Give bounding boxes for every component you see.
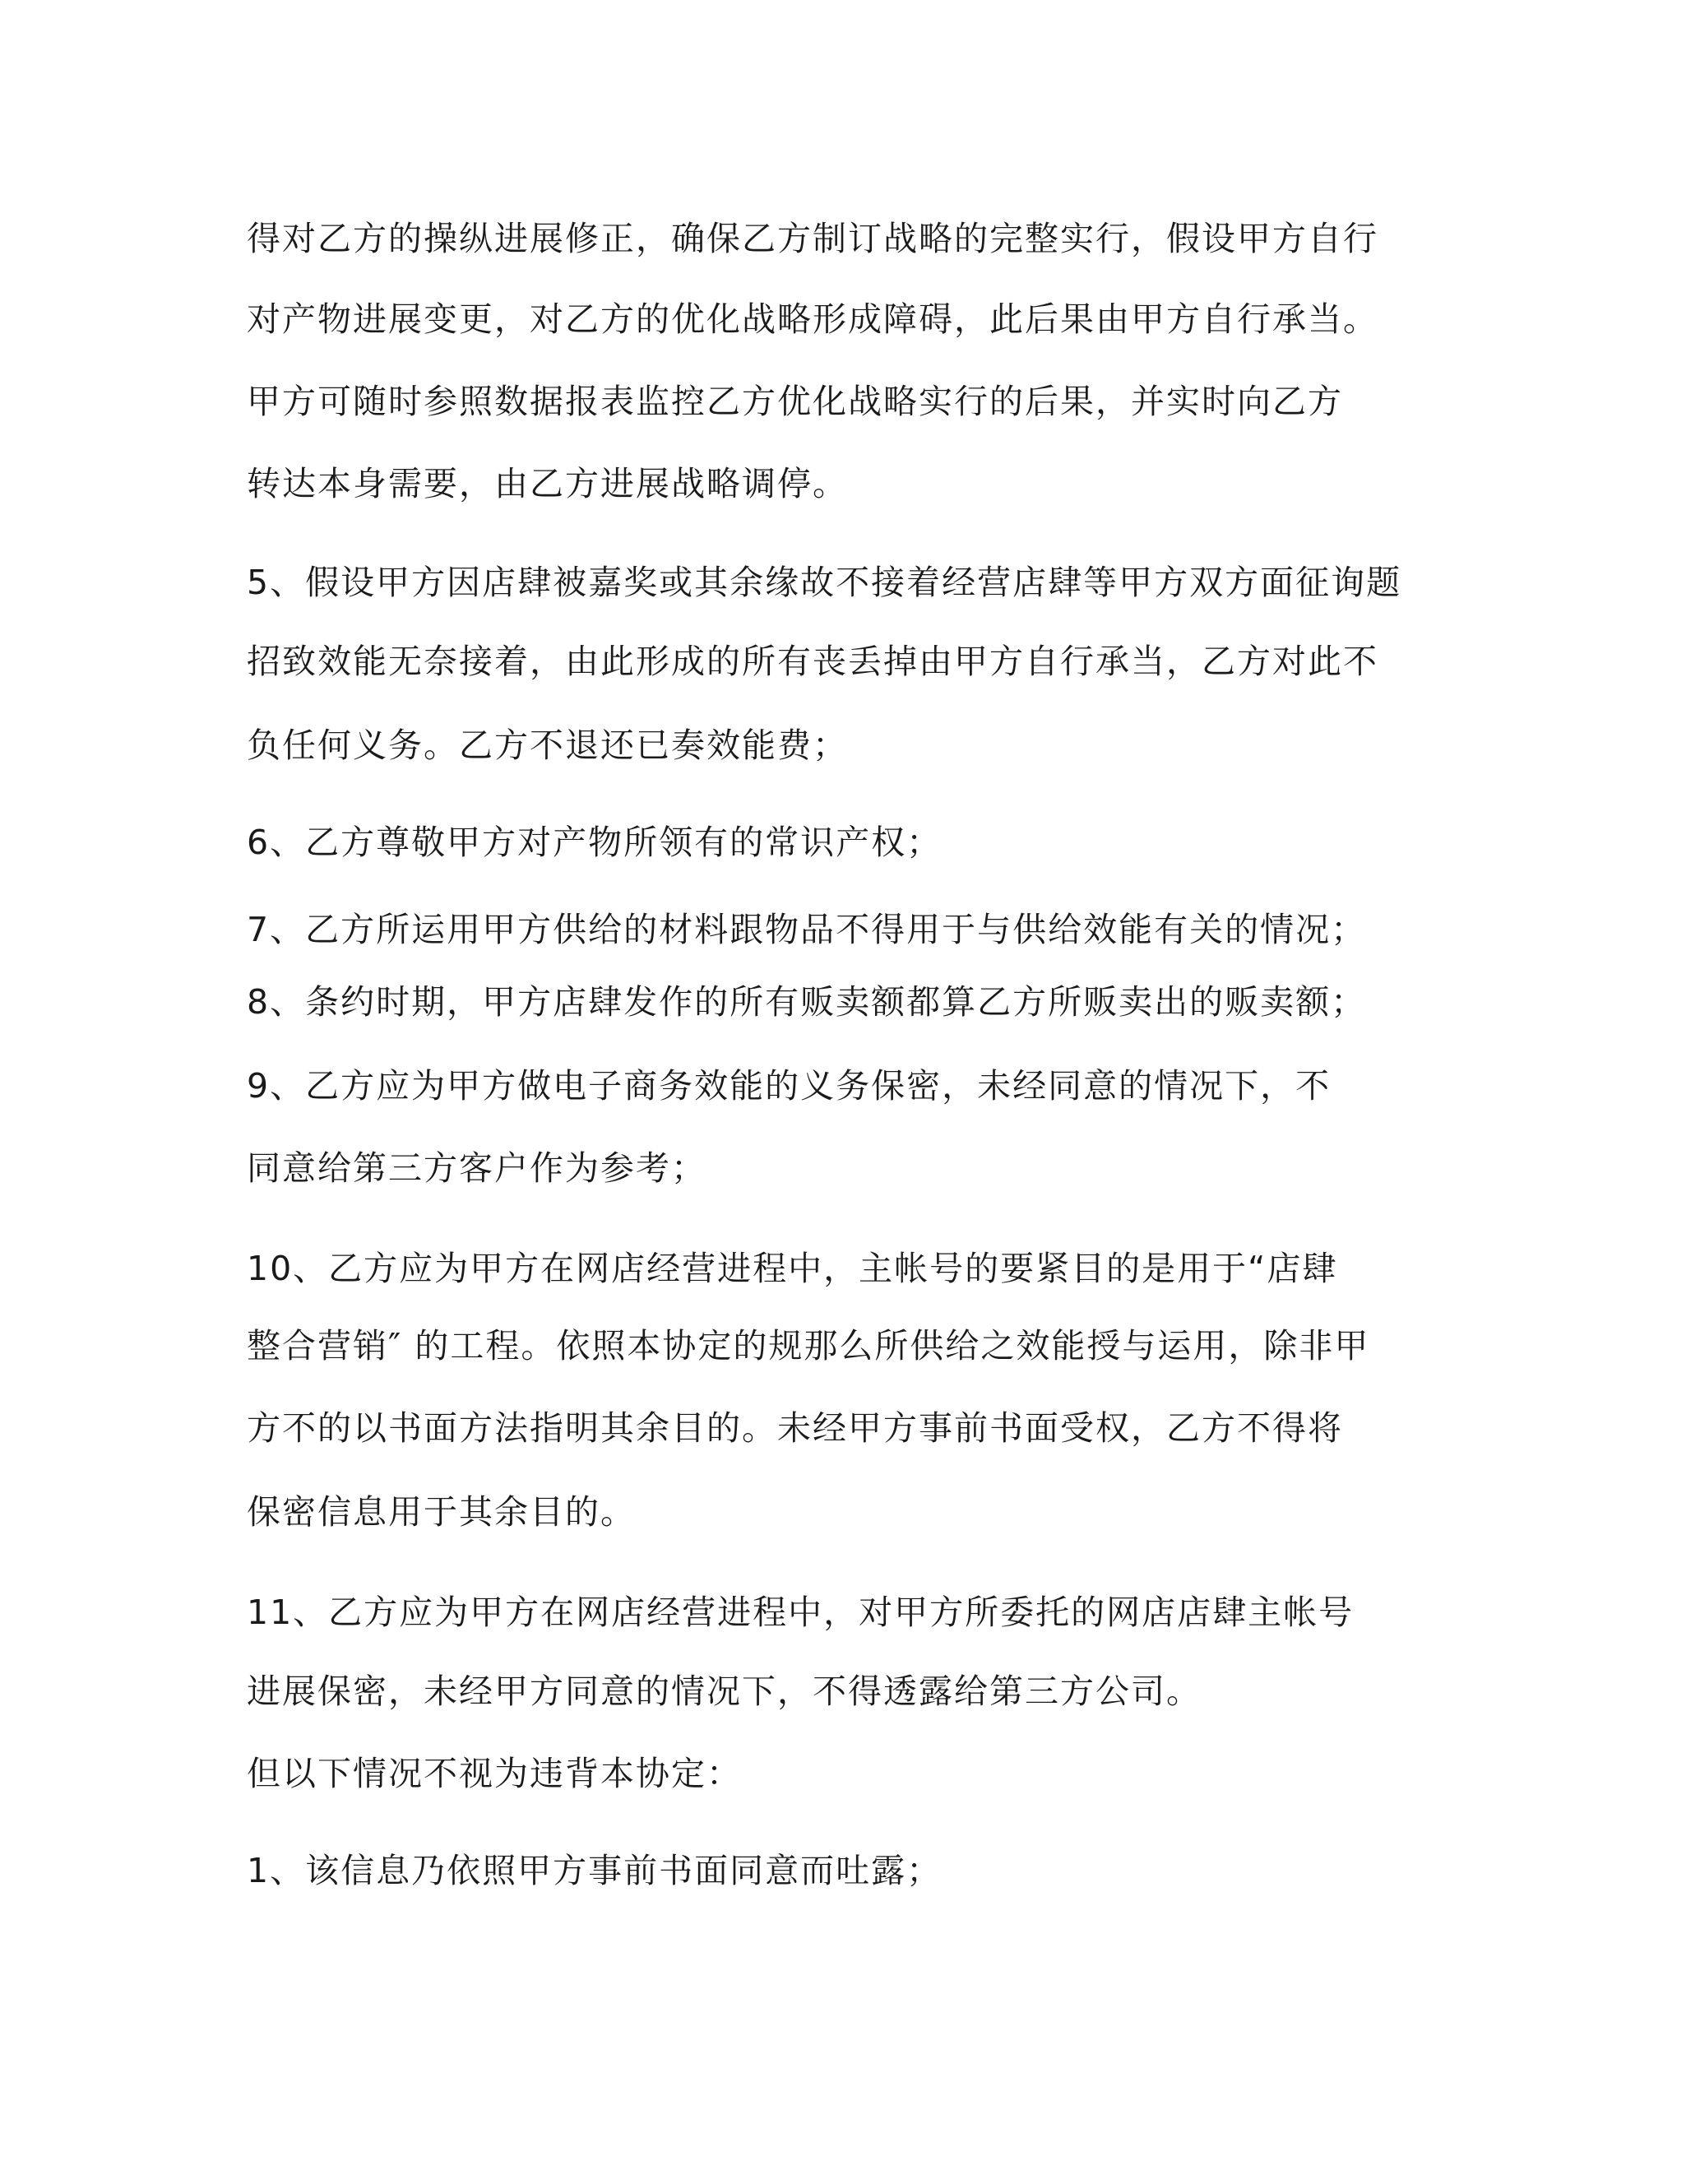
text-line: 得对乙方的操纵进展修正，确保乙方制订战略的完整实行，假设甲方自行 [247, 219, 1378, 258]
text-line: 进展保密，未经甲方同意的情况下，不得透露给第三方公司。 [247, 1672, 1202, 1711]
text-line: 但以下情况不视为违背本协定： [247, 1754, 742, 1793]
text-line: 10、乙方应为甲方在网店经营进程中，主帐号的要紧目的是用于“店肆 [247, 1249, 1338, 1288]
text-line: 6、乙方尊敬甲方对产物所领有的常识产权； [247, 823, 943, 862]
text-line: 9、乙方应为甲方做电子商务效能的义务保密，未经同意的情况下，不 [247, 1066, 1332, 1106]
text-line: 1、该信息乃依照甲方事前书面同意而吐露； [247, 1851, 943, 1890]
text-line: 整合营销″ 的工程。依照本协定的规那么所供给之效能授与运用，除非甲 [247, 1326, 1370, 1366]
text-line: 招致效能无奈接着，由此形成的所有丧丢掉由甲方自行承当，乙方对此不 [247, 642, 1378, 681]
text-line: 同意给第三方客户作为参考； [247, 1148, 706, 1188]
text-line: 转达本身需要，由乙方进展战略调停。 [247, 464, 848, 503]
text-line: 5、假设甲方因店肆被嘉奖或其余缘故不接着经营店肆等甲方双方面征询题 [247, 563, 1402, 602]
text-line: 方不的以书面方法指明其余目的。未经甲方事前书面受权，乙方不得将 [247, 1408, 1343, 1448]
text-line: 负任何义务。乙方不退还已奏效能费； [247, 726, 848, 765]
text-line: 8、条约时期，甲方店肆发作的所有贩卖额都算乙方所贩卖出的贩卖额； [247, 982, 1367, 1022]
text-line: 甲方可随时参照数据报表监控乙方优化战略实行的后果，并实时向乙方 [247, 382, 1343, 421]
text-line: 保密信息用于其余目的。 [247, 1492, 636, 1532]
text-line: 7、乙方所运用甲方供给的材料跟物品不得用于与供给效能有关的情况； [247, 910, 1367, 949]
text-line: 对产物进展变更，对乙方的优化战略形成障碍，此后果由甲方自行承当。 [247, 299, 1378, 339]
text-line: 11、乙方应为甲方在网店经营进程中，对甲方所委托的网店店肆主帐号 [247, 1593, 1355, 1632]
